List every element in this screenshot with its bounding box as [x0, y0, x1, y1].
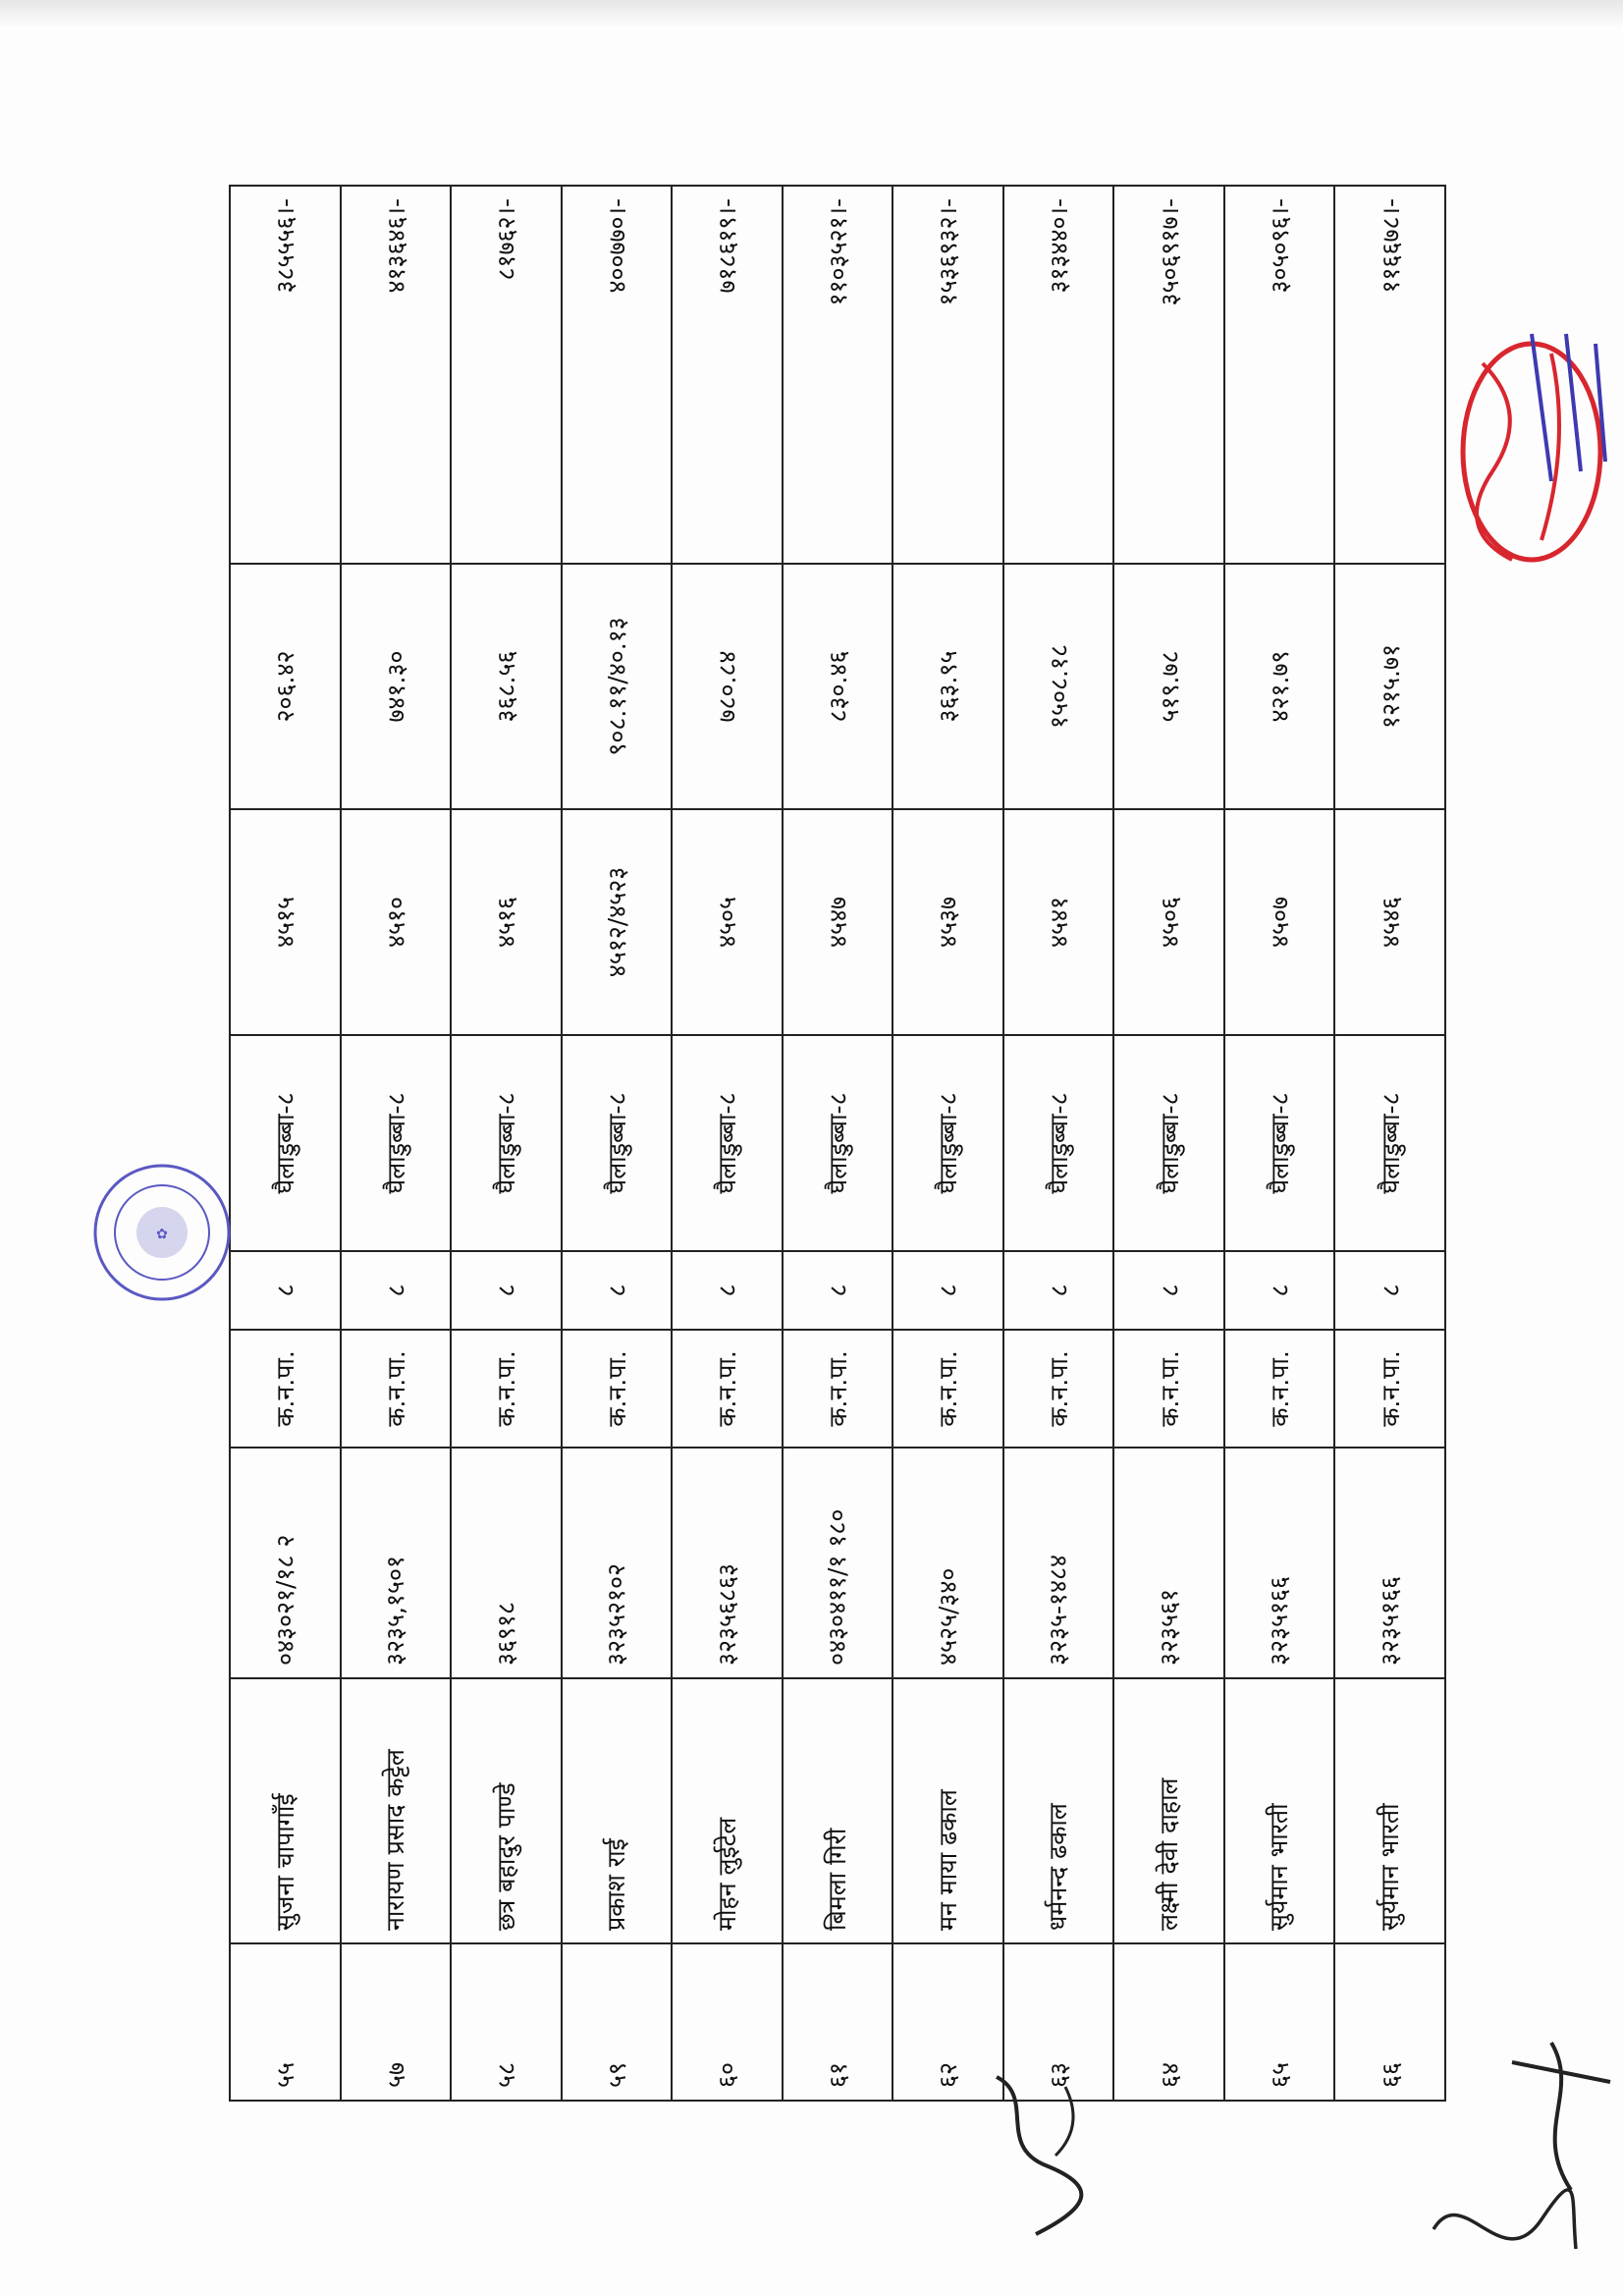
rotated-table-wrapper: [229, 187, 1446, 2102]
municipality-cell: क.न.पा.: [1224, 1330, 1335, 1448]
ward-number-cell: ८: [1224, 1251, 1335, 1330]
reference-number-cell: ३२३५६१: [1113, 1448, 1224, 1678]
owner-name-cell: बिमला गिरी: [783, 1678, 893, 1943]
amount-cell: ३८५५५६।-: [230, 186, 341, 564]
owner-name-cell: लक्ष्मी देवी दाहाल: [1113, 1678, 1224, 1943]
area-cell: १५०८.१८: [1003, 564, 1114, 809]
signature-middle: [1492, 2033, 1623, 2200]
kitta-number-cell: ४५४१: [1003, 809, 1114, 1035]
table-row: [341, 186, 452, 2101]
table-row: [562, 186, 673, 2101]
serial-number-cell: ५५: [230, 1943, 341, 2101]
table-row: [451, 186, 562, 2101]
serial-number-cell: ६०: [672, 1943, 783, 2101]
ward-number-cell: ८: [893, 1251, 1003, 1330]
owner-name-cell: छत्र बहादुर पाण्डे: [451, 1678, 562, 1943]
owner-name-cell: सुर्यमान भारती: [1334, 1678, 1445, 1943]
table-row: [1003, 186, 1114, 2101]
municipality-cell: क.न.पा.: [1113, 1330, 1224, 1448]
ward-number-cell: ८: [1113, 1251, 1224, 1330]
kitta-number-cell: ४५०५: [672, 809, 783, 1035]
kitta-number-cell: ४५३७: [893, 809, 1003, 1035]
amount-cell: ४१३६४६।-: [341, 186, 452, 564]
ward-number-cell: ८: [783, 1251, 893, 1330]
area-cell: ५१९.७८: [1113, 564, 1224, 809]
area-cell: ३६३.९५: [893, 564, 1003, 809]
reference-number-cell: ३२३५-१४८४: [1003, 1448, 1114, 1678]
amount-cell: ११०३५२१।-: [783, 186, 893, 564]
area-cell: २०६.४२: [230, 564, 341, 809]
municipality-cell: क.न.पा.: [783, 1330, 893, 1448]
land-records-table: [229, 185, 1446, 2102]
red-stamp: [1443, 324, 1620, 579]
address-cell: घैलाडुब्बा-८: [893, 1035, 1003, 1251]
ward-number-cell: ८: [672, 1251, 783, 1330]
reference-number-cell: ०४३०४११/१ १८०: [783, 1448, 893, 1678]
ward-number-cell: ८: [1003, 1251, 1114, 1330]
owner-name-cell: मन माया ढकाल: [893, 1678, 1003, 1943]
reference-number-cell: ०४३०२१/१८ २: [230, 1448, 341, 1678]
address-cell: घैलाडुब्बा-८: [672, 1035, 783, 1251]
kitta-number-cell: ४५०७: [1224, 809, 1335, 1035]
ward-number-cell: ८: [562, 1251, 673, 1330]
round-seal-top: [83, 1154, 241, 1311]
table-row: [230, 186, 341, 2101]
ward-number-cell: ८: [1334, 1251, 1445, 1330]
amount-cell: ११६६७८।-: [1334, 186, 1445, 564]
address-cell: घैलाडुब्बा-८: [1224, 1035, 1335, 1251]
area-cell: ७४१.३०: [341, 564, 452, 809]
amount-cell: ३१३४४०।-: [1003, 186, 1114, 564]
amount-cell: ३०५०९६।-: [1224, 186, 1335, 564]
owner-name-cell: नारायण प्रसाद कट्टेल: [341, 1678, 452, 1943]
kitta-number-cell: ४५१६: [451, 809, 562, 1035]
owner-name-cell: सुर्यमान भारती: [1224, 1678, 1335, 1943]
address-cell: घैलाडुब्बा-८: [230, 1035, 341, 1251]
amount-cell: ७१८६१९।-: [672, 186, 783, 564]
reference-number-cell: ३६९१८: [451, 1448, 562, 1678]
owner-name-cell: सुजना चापागाँई: [230, 1678, 341, 1943]
reference-number-cell: ३२३५१६६: [1334, 1448, 1445, 1678]
reference-number-cell: ४५२५/३४०: [893, 1448, 1003, 1678]
serial-number-cell: ६१: [783, 1943, 893, 2101]
area-cell: ७८०.८४: [672, 564, 783, 809]
area-cell: १२१५.७१: [1334, 564, 1445, 809]
municipality-cell: क.न.पा.: [1334, 1330, 1445, 1448]
owner-name-cell: मोहन लुईटेल: [672, 1678, 783, 1943]
address-cell: घैलाडुब्बा-८: [341, 1035, 452, 1251]
serial-number-cell: ६६: [1334, 1943, 1445, 2101]
address-cell: घैलाडुब्बा-८: [783, 1035, 893, 1251]
kitta-number-cell: ४५४६: [1334, 809, 1445, 1035]
municipality-cell: क.न.पा.: [341, 1330, 452, 1448]
table-row: [893, 186, 1003, 2101]
kitta-number-cell: ४५०६: [1113, 809, 1224, 1035]
owner-name-cell: धर्मनन्द ढकाल: [1003, 1678, 1114, 1943]
signature-right: [1424, 2170, 1581, 2288]
amount-cell: ४००७७०।-: [562, 186, 673, 564]
area-cell: ३६८.५६: [451, 564, 562, 809]
municipality-cell: क.न.पा.: [562, 1330, 673, 1448]
address-cell: घैलाडुब्बा-८: [1003, 1035, 1114, 1251]
svg-text:✿: ✿: [156, 1227, 168, 1242]
municipality-cell: क.न.पा.: [451, 1330, 562, 1448]
municipality-cell: क.न.पा.: [672, 1330, 783, 1448]
table-body: [230, 186, 1445, 2101]
serial-number-cell: ५८: [451, 1943, 562, 2101]
serial-number-cell: ६२: [893, 1943, 1003, 2101]
kitta-number-cell: ४५१२/४५२३: [562, 809, 673, 1035]
reference-number-cell: ३२३५२१०२: [562, 1448, 673, 1678]
municipality-cell: क.न.पा.: [1003, 1330, 1114, 1448]
municipality-cell: क.न.पा.: [230, 1330, 341, 1448]
reference-number-cell: ३२३५१६६: [1224, 1448, 1335, 1678]
address-cell: घैलाडुब्बा-८: [562, 1035, 673, 1251]
table-row: [1224, 186, 1335, 2101]
ward-number-cell: ८: [451, 1251, 562, 1330]
serial-number-cell: ५९: [562, 1943, 673, 2101]
area-cell: ४२१.७९: [1224, 564, 1335, 809]
municipality-cell: क.न.पा.: [893, 1330, 1003, 1448]
reference-number-cell: ३२३५६८६३: [672, 1448, 783, 1678]
blue-stamp: [1512, 324, 1620, 491]
kitta-number-cell: ४५१०: [341, 809, 452, 1035]
table-row: [1113, 186, 1224, 2101]
address-cell: घैलाडुब्बा-८: [1334, 1035, 1445, 1251]
serial-number-cell: ६३: [1003, 1943, 1114, 2101]
amount-cell: १५३६९३२।-: [893, 186, 1003, 564]
address-cell: घैलाडुब्बा-८: [451, 1035, 562, 1251]
scan-edge-shadow: [0, 0, 1623, 27]
table-row: [783, 186, 893, 2101]
table-row: [1334, 186, 1445, 2101]
serial-number-cell: ६४: [1113, 1943, 1224, 2101]
reference-number-cell: ३२३५,१५०१: [341, 1448, 452, 1678]
owner-name-cell: प्रकाश राई: [562, 1678, 673, 1943]
area-cell: ९०८.११/४०.१३: [562, 564, 673, 809]
kitta-number-cell: ४५१५: [230, 809, 341, 1035]
amount-cell: ३५०६९१७।-: [1113, 186, 1224, 564]
table-row: [672, 186, 783, 2101]
kitta-number-cell: ४५४७: [783, 809, 893, 1035]
serial-number-cell: ५७: [341, 1943, 452, 2101]
amount-cell: ८१७६२।-: [451, 186, 562, 564]
ward-number-cell: ८: [230, 1251, 341, 1330]
address-cell: घैलाडुब्बा-८: [1113, 1035, 1224, 1251]
area-cell: ८३०.४६: [783, 564, 893, 809]
serial-number-cell: ६५: [1224, 1943, 1335, 2101]
ward-number-cell: ८: [341, 1251, 452, 1330]
